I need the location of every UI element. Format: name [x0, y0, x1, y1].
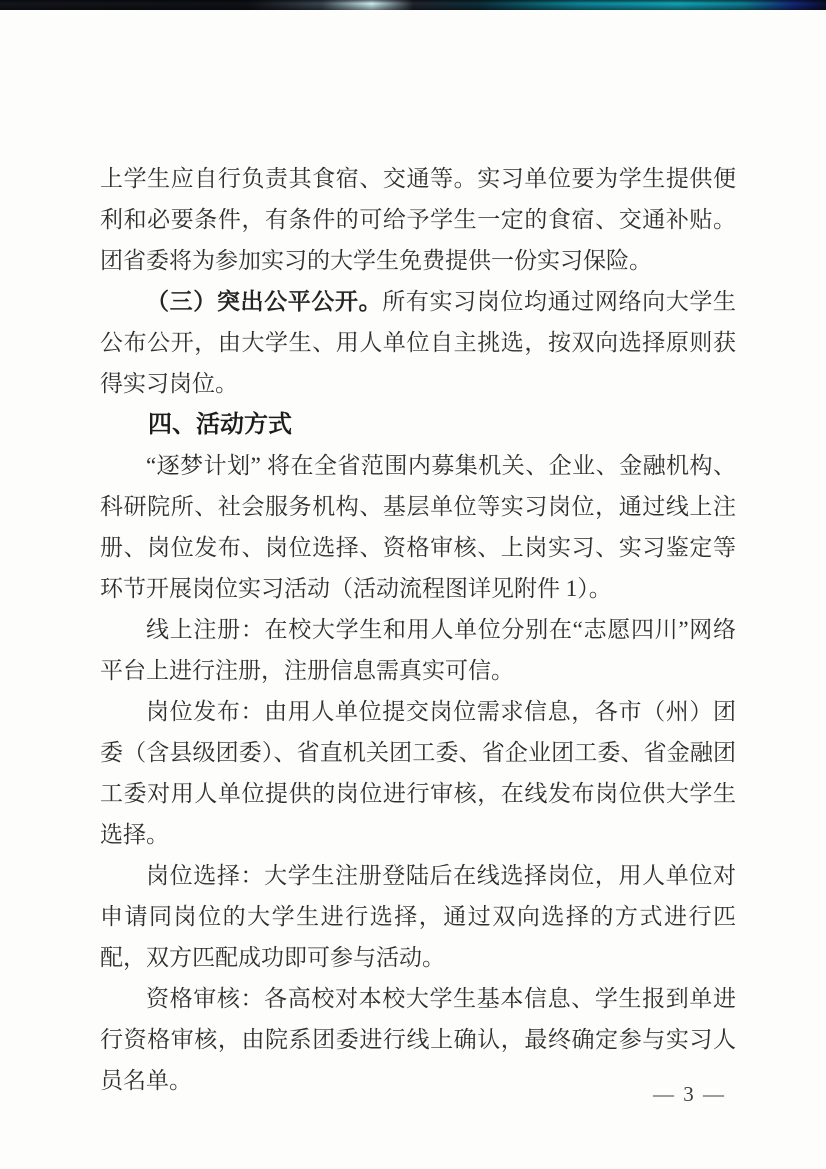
- paragraph-text: 岗位选择：大学生注册登陆后在线选择岗位，用人单位对申请同岗位的大学生进行选择，通过双向选择的方式进行匹配，双方匹配成功即可参与活动。: [100, 863, 736, 970]
- paragraph-text: 资格审核：各高校对本校大学生基本信息、学生报到单进行资格审核，由院系团委进行线上确认，最终确定参与实习人员名单。: [100, 986, 736, 1093]
- paragraph: [100, 978, 736, 1101]
- paragraph-lead: （三）突出公平公开。: [146, 289, 383, 314]
- paragraph: [100, 158, 736, 281]
- document-body: [100, 158, 736, 1101]
- page-number: — 3 —: [653, 1082, 726, 1106]
- paragraph-text: 上学生应自行负责其食宿、交通等。实习单位要为学生提供便利和必要条件，有条件的可给予学生一定的食宿、交通补贴。团省委将为参加实习的大学生免费提供一份实习保险。: [100, 166, 736, 273]
- paragraph-text: 线上注册：在校大学生和用人单位分别在“志愿四川”网络平台上进行注册，注册信息需真实可信。: [100, 617, 736, 683]
- paragraph-text: “逐梦计划” 将在全省范围内募集机关、企业、金融机构、科研院所、社会服务机构、基层单位等实习岗位，通过线上注册、岗位发布、岗位选择、资格审核、上岗实习、实习鉴定等环节开展岗位实习活动（活动流程图详见附件 1）。: [100, 453, 736, 601]
- paragraph-text: 岗位发布：由用人单位提交岗位需求信息，各市（州）团委（含县级团委）、省直机关团工委、省企业团工委、省金融团工委对用人单位提供的岗位进行审核，在线发布岗位供大学生选择。: [100, 699, 736, 847]
- paragraph: [100, 445, 736, 609]
- paragraph: [100, 609, 736, 691]
- paragraph: [100, 855, 736, 978]
- paragraph: [100, 691, 736, 855]
- paragraph: [100, 281, 736, 404]
- scan-artifact-top-band: [0, 0, 826, 10]
- paragraph-text: 所有实习岗位均通过网络向大学生公布公开，由大学生、用人单位自主挑选，按双向选择原则获得实习岗位。: [100, 289, 736, 396]
- section-heading: [100, 404, 736, 445]
- section-heading-text: 四、活动方式: [148, 411, 292, 438]
